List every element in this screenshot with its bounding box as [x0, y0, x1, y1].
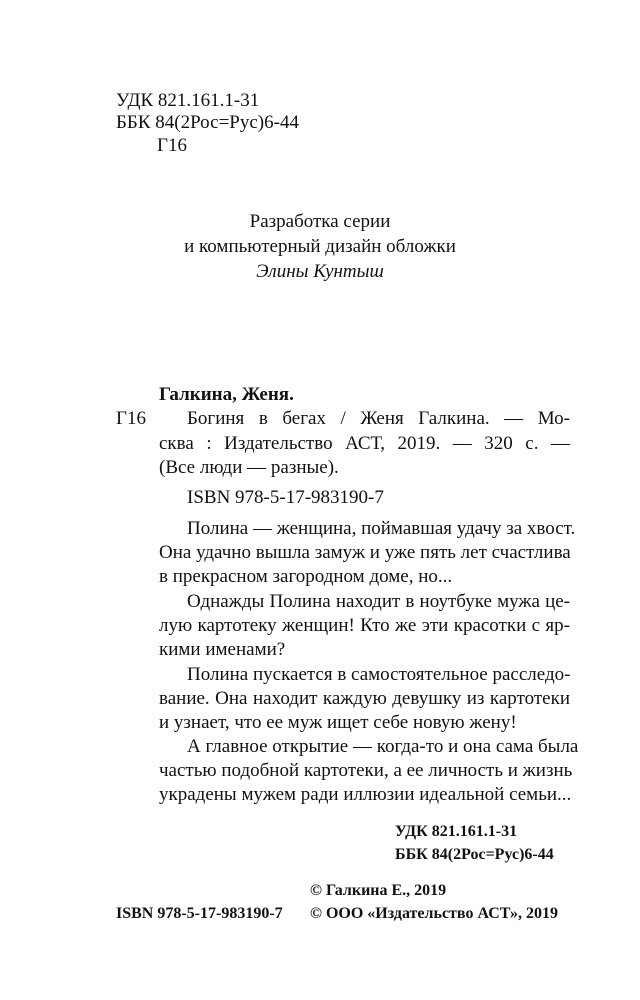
annotation-line-9: и узнает, что ее муж ищет себе новую жену! — [159, 712, 517, 733]
credits-designer: Элины Кунтыш — [256, 261, 384, 282]
catalog-desc-line-1: Богиня в бегах / Женя Галкина. — Мо- — [187, 408, 570, 429]
catalog-mark: Г16 — [116, 408, 146, 429]
header-udk: УДК 821.161.1-31 — [116, 90, 260, 111]
footer-isbn: ISBN 978-5-17-983190-7 — [116, 905, 283, 922]
credits-line-2: и компьютерный дизайн обложки — [184, 236, 456, 257]
header-bbk: ББК 84(2Рос=Рус)6-44 — [116, 112, 299, 133]
footer-copyright-publisher: © ООО «Издательство АСТ», 2019 — [310, 905, 559, 922]
footer-copyright-author: © Галкина Е., 2019 — [310, 882, 447, 899]
catalog-isbn: ISBN 978-5-17-983190-7 — [187, 487, 384, 508]
annotation-line-10: А главное открытие — когда-то и она сама была — [187, 736, 579, 757]
footer-udk: УДК 821.161.1-31 — [395, 823, 518, 840]
catalog-desc-line-2: сква : Издательство АСТ, 2019. — 320 с. — — [159, 433, 570, 454]
annotation-line-2: Она удачно вышла замуж и уже пять лет счастлива — [159, 542, 571, 563]
annotation-line-7: Полина пускается в самостоятельное расследо- — [187, 664, 571, 685]
annotation-line-12: украдены мужем ради иллюзии идеальной семьи... — [159, 784, 572, 805]
annotation-line-5: лую картотеку женщин! Кто же эти красотки с яр- — [159, 615, 570, 636]
catalog-desc-line-3: (Все люди — разные). — [159, 457, 339, 478]
annotation-line-1: Полина — женщина, поймавшая удачу за хвост. — [187, 518, 576, 539]
footer-bbk: ББК 84(2Рос=Рус)6-44 — [395, 846, 554, 863]
annotation-line-4: Однажды Полина находит в ноутбуке мужа це- — [187, 591, 570, 612]
annotation-line-3: в прекрасном загородном доме, но... — [159, 566, 453, 587]
credits-line-1: Разработка серии — [249, 211, 391, 232]
annotation-line-11: частью подобной картотеки, а ее личность и жизнь — [159, 760, 573, 781]
annotation-line-6: кими именами? — [159, 639, 286, 660]
annotation-line-8: вание. Она находит каждую девушку из картотеки — [159, 688, 570, 709]
header-author-mark: Г16 — [157, 135, 187, 156]
catalog-author: Галкина, Женя. — [159, 384, 294, 405]
